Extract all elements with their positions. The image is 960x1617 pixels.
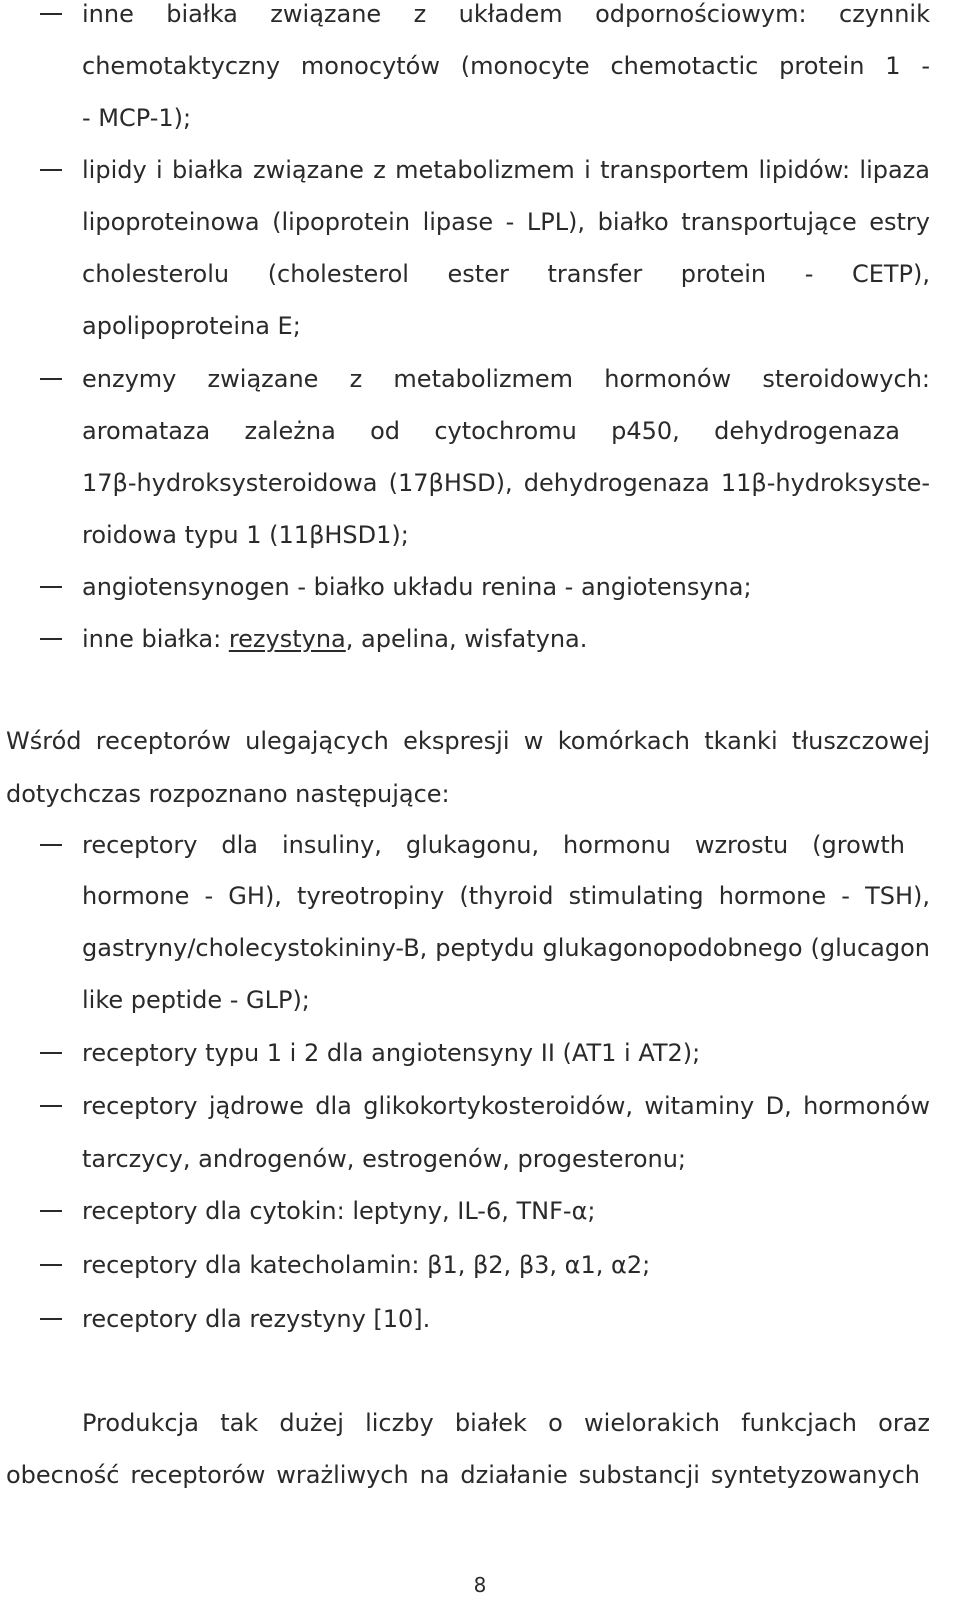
list-item-line: lipidy i białka związane z metabolizmem i transportem lipidów: lipaza <box>82 156 930 184</box>
list-item-line: receptory dla rezystyny [10]. <box>82 1305 431 1333</box>
list-item-line: gastryny/cholecystokininy-B, peptydu glukagonopodobnego (glucagon <box>82 934 930 962</box>
list-dash <box>40 561 64 613</box>
list-dash <box>40 0 64 40</box>
list-item-line: roidowa typu 1 (11βHSD1); <box>82 521 409 549</box>
list-dash <box>40 144 64 196</box>
list-dash <box>40 1027 64 1079</box>
list-item-line: like peptide - GLP); <box>82 986 310 1014</box>
list-item-line: receptory dla cytokin: leptyny, IL-6, TNF-α; <box>82 1197 596 1225</box>
list-item-line: inne białka związane z układem odpornościowym: czynnik <box>82 0 930 28</box>
list-dash <box>40 819 64 871</box>
list-item-line: cholesterolu (cholesterol ester transfer protein - CETP), <box>82 260 930 288</box>
list-item-line: 17β-hydroksysteroidowa (17βHSD), dehydrogenaza 11β-hydroksyste- <box>82 469 930 497</box>
list-item-line: enzymy związane z metabolizmem hormonów steroidowych: <box>82 365 930 393</box>
list-item-line: receptory jądrowe dla glikokortykosteroidów, witaminy D, hormonów <box>82 1092 930 1120</box>
paragraph-line: dotychczas rozpoznano następujące: <box>6 780 450 808</box>
list-item-line: receptory typu 1 i 2 dla angiotensyny II (AT1 i AT2); <box>82 1039 701 1067</box>
paragraph-line: Wśród receptorów ulegających ekspresji w komórkach tkanki tłuszczowej <box>6 727 930 755</box>
paragraph-line: Produkcja tak dużej liczby białek o wielorakich funkcjach oraz <box>82 1409 930 1437</box>
list-item-line: receptory dla katecholamin: β1, β2, β3, α1, α2; <box>82 1251 651 1279</box>
list-dash <box>40 1185 64 1237</box>
list-dash <box>40 1239 64 1291</box>
list-item-line: chemotaktyczny monocytów (monocyte chemotactic protein 1 - <box>82 52 930 80</box>
list-item-line: receptory dla insuliny, glukagonu, hormonu wzrostu (growth <box>82 831 905 859</box>
item-suffix-text: , apelina, wisfatyna. <box>345 625 588 653</box>
page-number: 8 <box>473 1573 487 1597</box>
list-item-line: angiotensynogen - białko układu renina - angiotensyna; <box>82 573 752 601</box>
list-item-line: apolipoproteina E; <box>82 312 301 340</box>
item-prefix-text: inne białka: <box>82 625 229 653</box>
list-item-line: aromataza zależna od cytochromu p450, dehydrogenaza <box>82 417 900 445</box>
list-item-line: lipoproteinowa (lipoprotein lipase - LPL), białko transportujące estry <box>82 208 930 236</box>
paragraph-line: obecność receptorów wrażliwych na działanie substancji syntetyzowanych <box>6 1461 920 1489</box>
list-dash <box>40 353 64 405</box>
list-item-line: tarczycy, androgenów, estrogenów, progesteronu; <box>82 1145 687 1173</box>
underlined-term: rezystyna <box>228 625 346 653</box>
list-dash <box>40 1080 64 1132</box>
list-item-line: - MCP-1); <box>82 104 192 132</box>
list-dash <box>40 613 64 665</box>
list-dash <box>40 1293 64 1345</box>
list-item-line: hormone - GH), tyreotropiny (thyroid stimulating hormone - TSH), <box>82 882 930 910</box>
list-item-line <box>82 613 930 665</box>
